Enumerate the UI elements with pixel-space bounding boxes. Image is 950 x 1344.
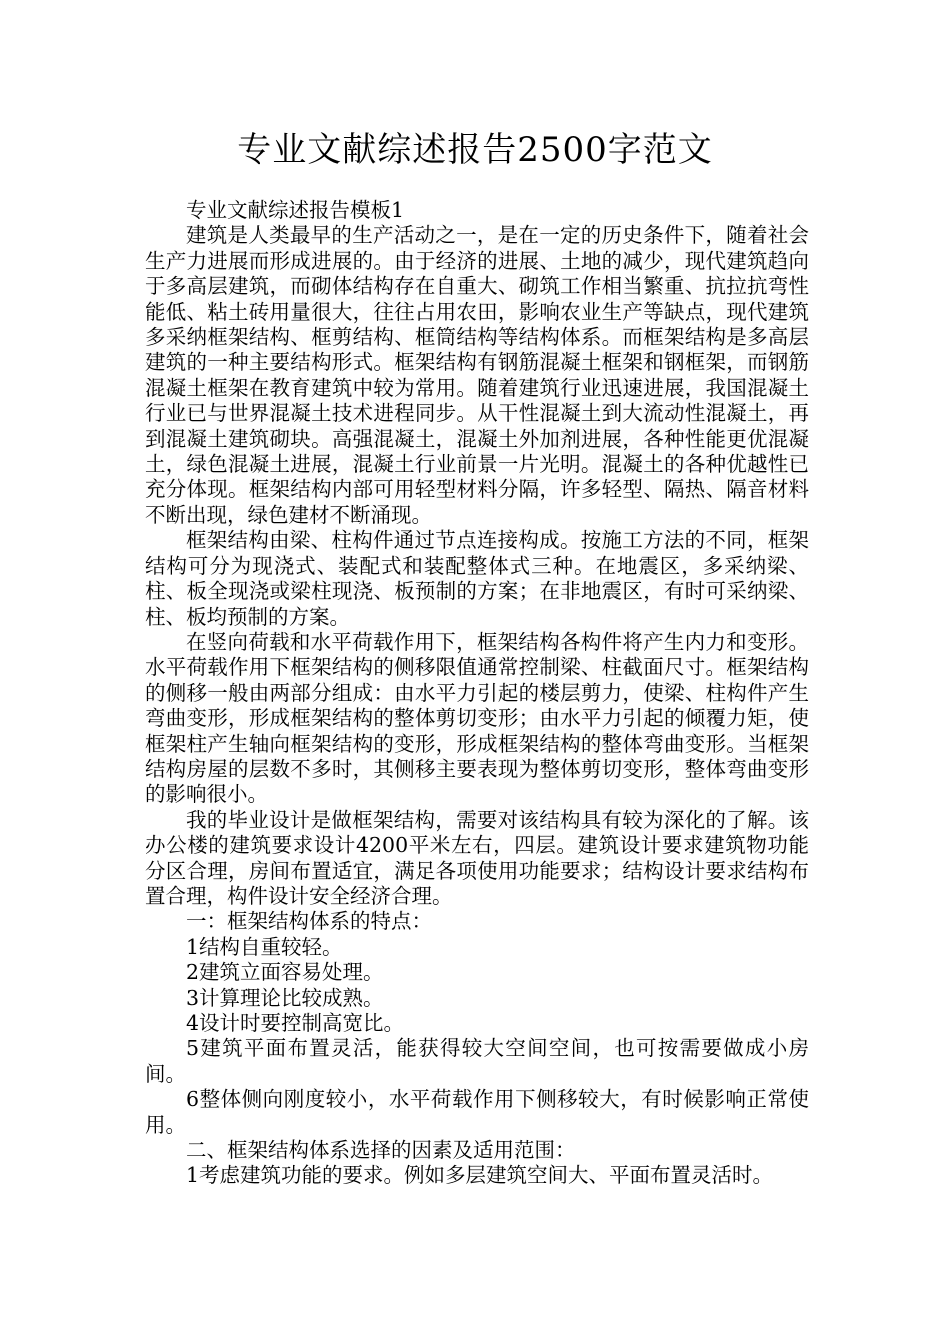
paragraph-intro: 建筑是人类最早的生产活动之一，是在一定的历史条件下，随着社会生产力进展而形成进展的。由于经济的进展、土地的减少，现代建筑趋向于多高层建筑，而砌体结构存在自重大、砌筑工作相当繁重、抗拉抗弯性能低、粘土砖用量很大，往往占用农田，影响农业生产等缺点，现代建筑多采纳框架结构、框剪结构、框筒结构等结构体系。而框架结构是多高层建筑的一种主要结构形式。框架结构有钢筋混凝土框架和钢框架，而钢筋混凝土框架在教育建筑中较为常用。随着建筑行业迅速进展，我国混凝土行业已与世界混凝土技术进程同步。从干性混凝土到大流动性混凝土，再到混凝土建筑砌块。高强混凝土，混凝土外加剂进展，各种性能更优混凝土，绿色混凝土进展，混凝土行业前景一片光明。混凝土的各种优越性已充分体现。框架结构内部可用轻型材料分隔，许多轻型、隔热、隔音材料不断出现，绿色建材不断涌现。 [145, 223, 809, 527]
section-heading-features: 一：框架结构体系的特点： [186, 909, 432, 934]
document-body [145, 198, 809, 1189]
paragraph-graduation-design: 我的毕业设计是做框架结构，需要对该结构具有较为深化的了解。该办公楼的建筑要求设计4200平米左右，四层。建筑设计要求建筑物功能分区合理，房间布置适宜，满足各项使用功能要求；结构设计要求结构布置合理，构件设计安全经济合理。 [145, 807, 809, 908]
list-item: 2建筑立面容易处理。 [186, 960, 384, 985]
paragraph-loads-deformation: 在竖向荷载和水平荷载作用下，框架结构各构件将产生内力和变形。水平荷载作用下框架结构的侧移限值通常控制梁、柱截面尺寸。框架结构的侧移一般由两部分组成：由水平力引起的楼层剪力，使梁、柱构件产生弯曲变形，形成框架结构的整体剪切变形；由水平力引起的倾覆力矩，使框架柱产生轴向框架结构的变形，形成框架结构的整体弯曲变形。当框架结构房屋的层数不多时，其侧移主要表现为整体剪切变形，整体弯曲变形的影响很小。 [145, 629, 809, 807]
document-title: 专业文献综述报告2500字范文 [237, 130, 713, 170]
paragraph-template-heading: 专业文献综述报告模板1 [186, 198, 405, 222]
list-item: 5建筑平面布置灵活，能获得较大空间空间，也可按需要做成小房间。 [145, 1036, 809, 1086]
paragraph-frame-composition: 框架结构由梁、柱构件通过节点连接构成。按施工方法的不同，框架结构可分为现浇式、装配式和装配整体式三种。在地震区，多采纳梁、柱、板全现浇或梁柱现浇、板预制的方案；在非地震区，有时可采纳梁、柱、板均预制的方案。 [145, 528, 809, 629]
list-item: 6整体侧向刚度较小，水平荷载作用下侧移较大，有时候影响正常使用。 [145, 1087, 809, 1137]
list-item: 1结构自重较轻。 [186, 934, 343, 959]
list-item: 1考虑建筑功能的要求。例如多层建筑空间大、平面布置灵活时。 [186, 1163, 774, 1188]
section-heading-selection: 二、框架结构体系选择的因素及适用范围： [186, 1138, 576, 1163]
list-item: 4设计时要控制高宽比。 [186, 1011, 405, 1035]
list-item: 3计算理论比较成熟。 [186, 985, 384, 1010]
